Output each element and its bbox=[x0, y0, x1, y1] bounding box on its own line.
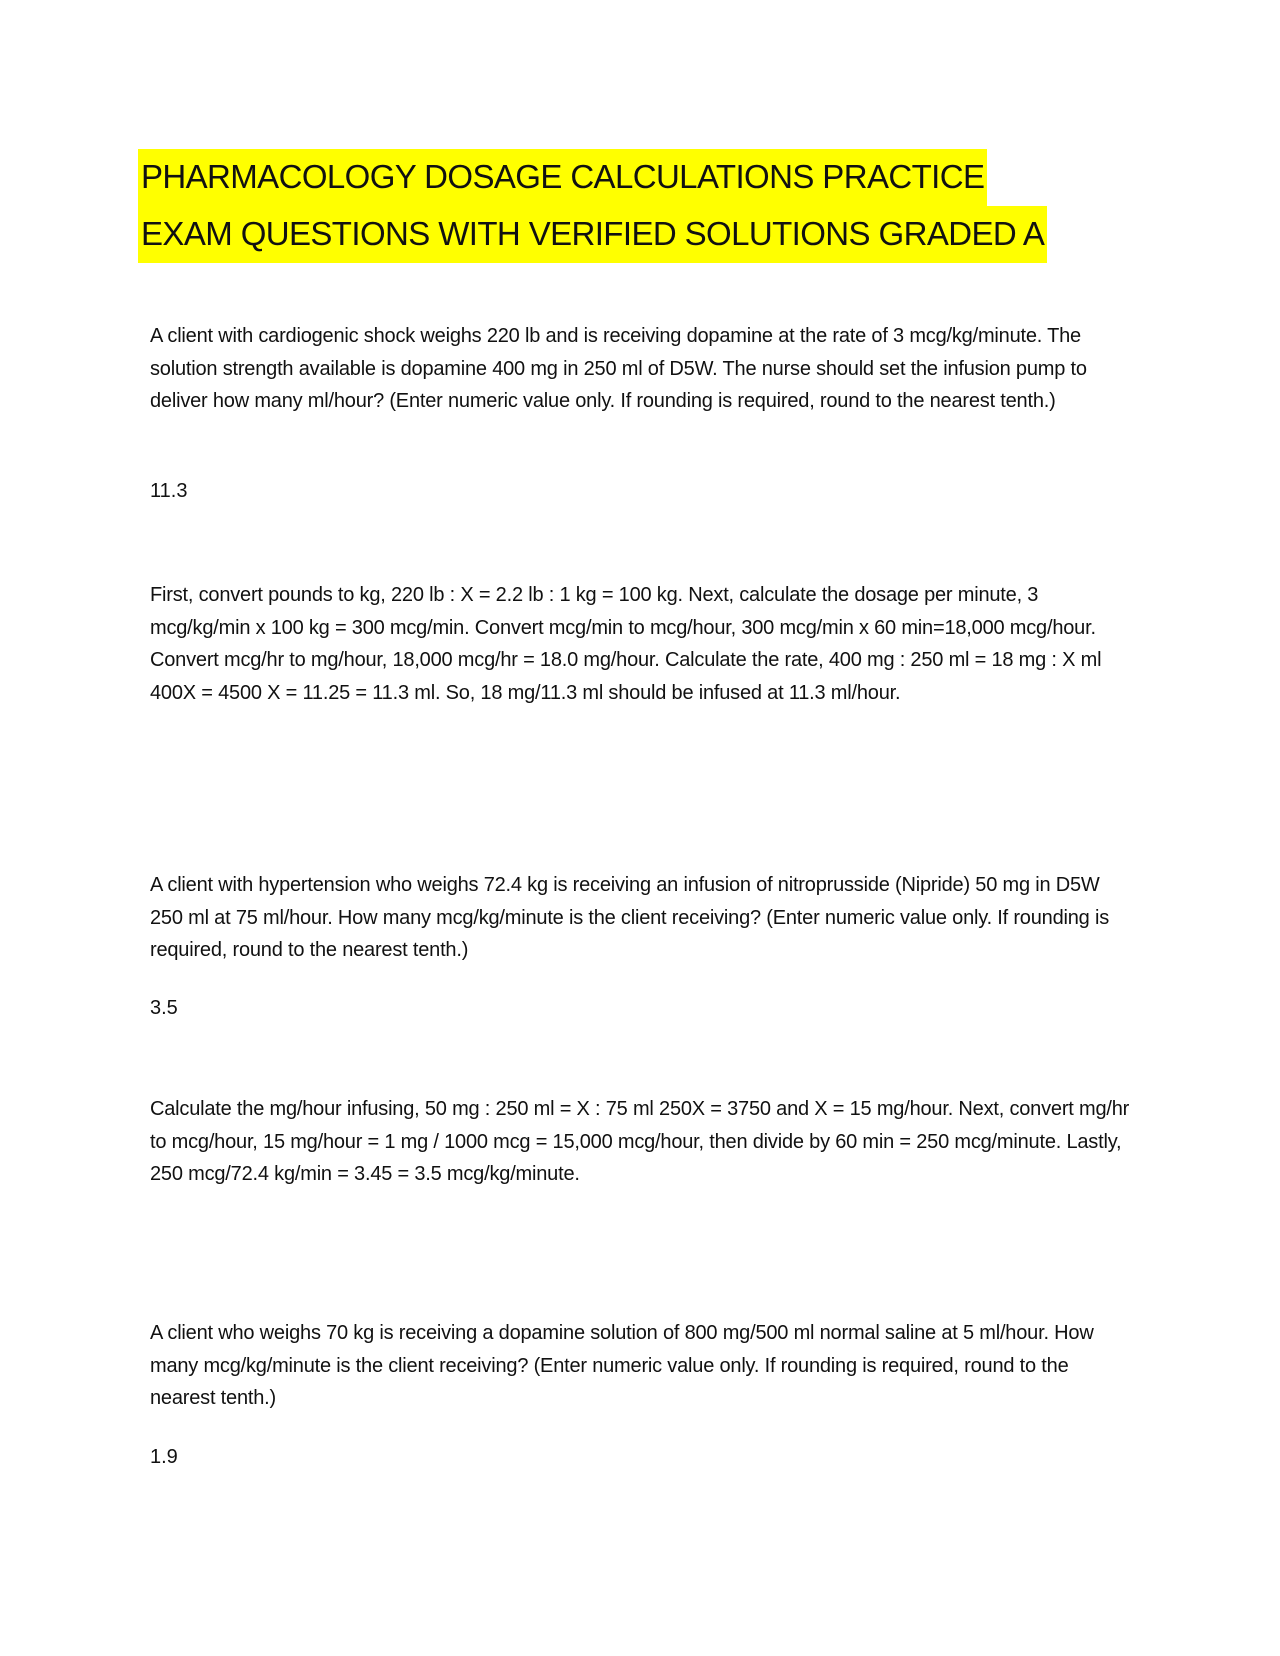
title-line-1: PHARMACOLOGY DOSAGE CALCULATIONS PRACTICE bbox=[138, 149, 987, 206]
answer-2: 3.5 bbox=[150, 997, 178, 1019]
question-1: A client with cardiogenic shock weighs 220 lb and is receiving dopamine at the rate of 3 mcg/kg/minute. The solution strength available is dopamine 400 mg in 250 ml of D5W. The nurse should set the infusion pump to deliver how many ml/hour? (Enter numeric value only. If rounding is required, round to the nearest tenth.) bbox=[150, 325, 1087, 412]
title-line-2: EXAM QUESTIONS WITH VERIFIED SOLUTIONS GRADED A bbox=[138, 206, 1047, 263]
answer-3: 1.9 bbox=[150, 1446, 178, 1468]
rationale-1: First, convert pounds to kg, 220 lb : X = 2.2 lb : 1 kg = 100 kg. Next, calculate the dosage per minute, 3 mcg/kg/min x 100 kg = 300 mcg/min. Convert mcg/min to mcg/hour, 300 mcg/min x 60 min=18,000 mcg/hour. Convert mcg/hr to mg/hour, 18,000 mcg/hr = 18.0 mg/hour. Calculate the rate, 400 mg : 250 ml = 18 mg : X ml 400X = 4500 X = 11.25 = 11.3 ml. So, 18 mg/11.3 ml should be infused at 11.3 ml/hour. bbox=[150, 584, 1102, 704]
answer-1: 11.3 bbox=[150, 480, 188, 502]
question-2: A client with hypertension who weighs 72.4 kg is receiving an infusion of nitroprusside (Nipride) 50 mg in D5W 250 ml at 75 ml/hour. How many mcg/kg/minute is the client receiving? (Enter numeric value only. If rounding is required, round to the nearest tenth.) bbox=[150, 874, 1109, 961]
question-3: A client who weighs 70 kg is receiving a dopamine solution of 800 mg/500 ml normal saline at 5 ml/hour. How many mcg/kg/minute is the client receiving? (Enter numeric value only. If rounding is required, round to the nearest tenth.) bbox=[150, 1322, 1094, 1409]
rationale-2: Calculate the mg/hour infusing, 50 mg : 250 ml = X : 75 ml 250X = 3750 and X = 15 mg/hour. Next, convert mg/hr to mcg/hour, 15 mg/hour = 1 mg / 1000 mcg = 15,000 mcg/hour, then divide by 60 min = 250 mcg/minute. Lastly, 250 mcg/72.4 kg/min = 3.45 = 3.5 mcg/kg/minute. bbox=[150, 1098, 1130, 1185]
document-title bbox=[138, 149, 1047, 263]
